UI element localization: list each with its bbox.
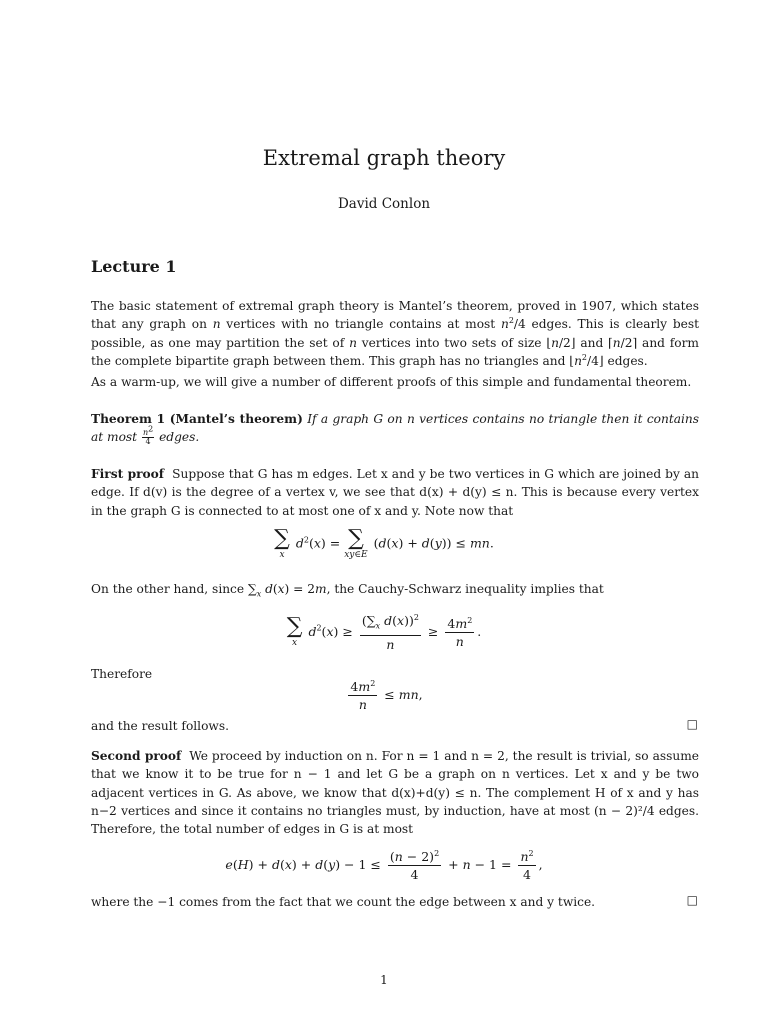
first-proof-cauchy-schwarz: On the other hand, since $\sum_x$ d(x) = 2m, the Cauchy-Schwarz inequality implies that	[91, 582, 604, 599]
document-author: David Conlon	[337, 196, 431, 212]
lecture-heading: Lecture 1	[91, 257, 177, 276]
page-number: 1	[380, 973, 388, 987]
intro-paragraph-2: As a warm-up, we will give a number of different proofs of this simple and fundamental theorem.	[91, 375, 692, 389]
qed-symbol-1: □	[686, 717, 698, 731]
equation-sum-degrees: ∑ x $d^2(x)$ = ∑ xy∈E (d(x) + d(y)) ≤ mn.	[274, 526, 494, 560]
first-proof-heading: First proof	[91, 467, 165, 481]
intro-paragraph-1: The basic statement of extremal graph theory is Mantel’s theorem, proved in 1907, which states that any graph on n vertices with no triangle contains at most $n^2/4$ edges. This is clearly best possible, as one may partition the set of n vertices into two sets of size ⌊n/2⌋ and ⌈n/2⌉ and form the complete bipartite graph between them. This graph has no triangles and $⌊n^2/4⌋$ edges.	[91, 299, 699, 368]
theorem-mantel: Theorem 1 (Mantel’s theorem) If a graph G on n vertices contains no triangle then it contains at most $\frac{n^2}{4}$ edges.	[91, 412, 699, 447]
second-proof-conclusion: where the −1 comes from the fact that we count the edge between x and y twice.	[91, 895, 596, 909]
qed-symbol-2: □	[686, 893, 698, 907]
first-proof-conclusion: and the result follows.	[91, 719, 229, 733]
theorem-heading: Theorem 1 (Mantel’s theorem)	[91, 412, 303, 426]
first-proof-therefore: Therefore	[91, 667, 153, 681]
document-title: Extremal graph theory	[262, 146, 506, 170]
second-proof-heading: Second proof	[91, 749, 182, 763]
equation-induction: e(H) + d(x) + d(y) − 1 ≤ $\frac{(n - 2)^2}{4}$ + n − 1 = $\frac{n^2}{4}$ ,	[225, 848, 543, 882]
second-proof-paragraph: Second proof We proceed by induction on n. For n = 1 and n = 2, the result is trivial, so assume that we know it to be true for n − 1 and let G be a graph on n vertices. Let x and y be two adjacent vertices in G. As above, we know that d(x)+d(y) ≤ n. The complement H of x and y has n−2 vertices and since it contains no triangles must, by induction, have at most (n − 2)²/4 edges. Therefore, the total number of edges in G is at most	[91, 749, 699, 837]
first-proof-paragraph: First proof Suppose that G has m edges. Let x and y be two vertices in G which are joined by an edge. If d(v) is the degree of a vertex v, we see that d(x) + d(y) ≤ n. This is because every vertex in the graph G is connected to at most one of x and y. Note now that	[91, 467, 699, 518]
equation-conclusion: $\frac{4m^2}{n}$ ≤ mn,	[350, 678, 423, 712]
equation-cauchy-schwarz: ∑ x $d^2(x)$ ≥ $\frac{(\sum_x d(x))^2}{n}$ ≥ $\frac{4m^2}{n}$ .	[286, 612, 482, 652]
